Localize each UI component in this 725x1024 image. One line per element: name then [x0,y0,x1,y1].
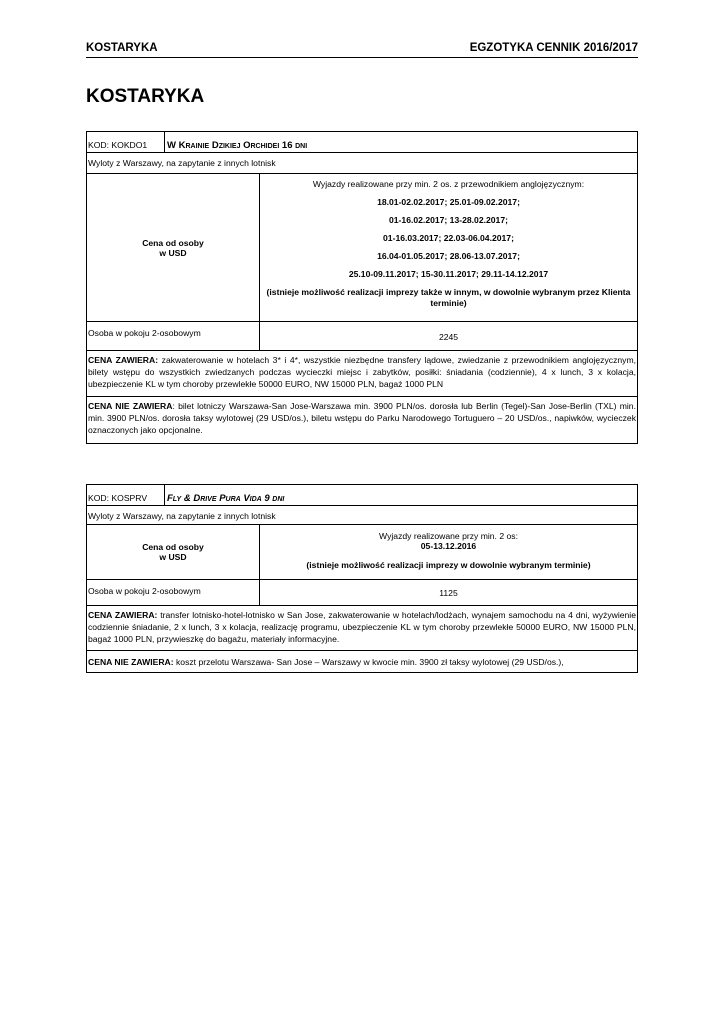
offer-name: W Krainie Dzikiej Orchidei 16 dni [167,140,308,151]
offer-name: Fly & Drive Pura Vida 9 dni [167,493,285,504]
excludes-label: CENA NIE ZAWIERA: [88,657,174,667]
offer-code-row [87,485,637,506]
offer-price-dates-row [87,174,637,322]
departure-dates [260,174,637,321]
header-country: KOSTARYKA [86,42,158,54]
departure-dates [260,525,637,579]
offer-table-kosprv [86,484,638,673]
excludes-text: : bilet lotniczy Warszawa-San Jose-Warszawa min. 3900 PLN/os. dorosła lub Berlin (Tegel)-San Jose-Berlin (TXL) min. min. 3900 PLN/os. dorosła taksy wylotowej (29 USD/os.), biletu wstępu do Parku Narodowego Tortuguero – 20 USD/os., napiwków, wycieczek oznaczonych jako opcjonalne. [88,401,636,435]
price-excludes [87,651,637,672]
offer-price-dates-row [87,525,637,580]
room-price: 2245 [438,332,459,342]
dates-intro: Wyjazdy realizowane przy min. 2 os. z przewodnikiem anglojęzycznym: [312,179,585,189]
room-price: 1125 [439,588,458,598]
excludes-text: koszt przelotu Warszawa- San Jose – Warszawy w kwocie min. 3900 zł taksy wylotowej (29 USD/os.), [173,657,564,667]
price-includes [87,351,637,397]
includes-text: transfer lotnisko-hotel-lotnisko w San Jose, zakwaterowanie w hotelach/lodżach, wynajem samochodu na 4 dni, wyżywienie codziennie śniadanie, 2 x lunch, 3 x kolacja, realizację programu, ubezpieczenie KL w tym choroby przewlekłe 50000 EURO, NW 15000 PLN, bagaż 1000 PLN, przywieszkę do bagażu, materiały informacyjne. [88,610,636,644]
offer-code: KOD: KOKDO1 [87,132,165,152]
offer-flights: Wyloty z Warszawy, na zapytanie z innych lotnisk [87,506,637,525]
date-line: 25.10-09.11.2017; 15-30.11.2017; 29.11-14.12.2017 [348,269,549,279]
date-line: 18.01-02.02.2017; 25.01-09.02.2017; [377,197,520,207]
price-excludes [87,397,637,443]
dates-intro: Wyjazdy realizowane przy min. 2 os: [379,531,518,541]
page-title: KOSTARYKA [86,86,205,107]
room-price-row [87,580,637,606]
price-label-line2: w USD [159,552,187,562]
date-line: 16.04-01.05.2017; 28.06-13.07.2017; [377,251,520,261]
includes-label: CENA ZAWIERA: [88,610,158,620]
room-price-row [87,322,637,351]
price-label-line1: Cena od osoby [142,542,204,552]
includes-text: zakwaterowanie w hotelach 3* i 4*, wszystkie niezbędne transfery lądowe, zwiedzanie z przewodnikiem anglojęzycznym, bilety wstępu do wszystkich zwiedzanych podczas wycieczki miejsc i zabytków, posiłki: śniadania (codziennie), 4 x lunch, 3 x kolacja, ubezpieczenie KL w tym choroby przewlekłe 50000 EURO, NW 15000 PLN, bagaż 1000 PLN [88,355,636,389]
offer-flights: Wyloty z Warszawy, na zapytanie z innych lotnisk [87,153,637,174]
price-label [87,174,260,321]
room-label: Osoba w pokoju 2-osobowym [87,322,260,350]
price-label [87,525,260,579]
dates-note: (istnieje możliwość realizacji imprezy także w innym, w dowolnie wybranym przez Klienta terminie) [266,287,631,308]
date-line: 01-16.02.2017; 13-28.02.2017; [389,215,508,225]
excludes-label: CENA NIE ZAWIERA [88,401,173,411]
room-label: Osoba w pokoju 2-osobowym [87,580,260,605]
date-line: 01-16.03.2017; 22.03-06.04.2017; [383,233,514,243]
offer-code-row [87,132,637,153]
date-line: 05-13.12.2016 [420,541,477,551]
page-header [86,42,638,58]
offer-table-kokdo1 [86,131,638,444]
includes-label: CENA ZAWIERA: [88,355,159,365]
header-catalog-title: EGZOTYKA CENNIK 2016/2017 [469,42,638,54]
price-label-line1: Cena od osoby [142,237,204,248]
price-includes [87,606,637,651]
price-label-line2: w USD [159,247,187,258]
offer-code: KOD: KOSPRV [87,485,165,505]
dates-note: (istnieje możliwość realizacji imprezy w dowolnie wybranym terminie) [306,560,591,570]
